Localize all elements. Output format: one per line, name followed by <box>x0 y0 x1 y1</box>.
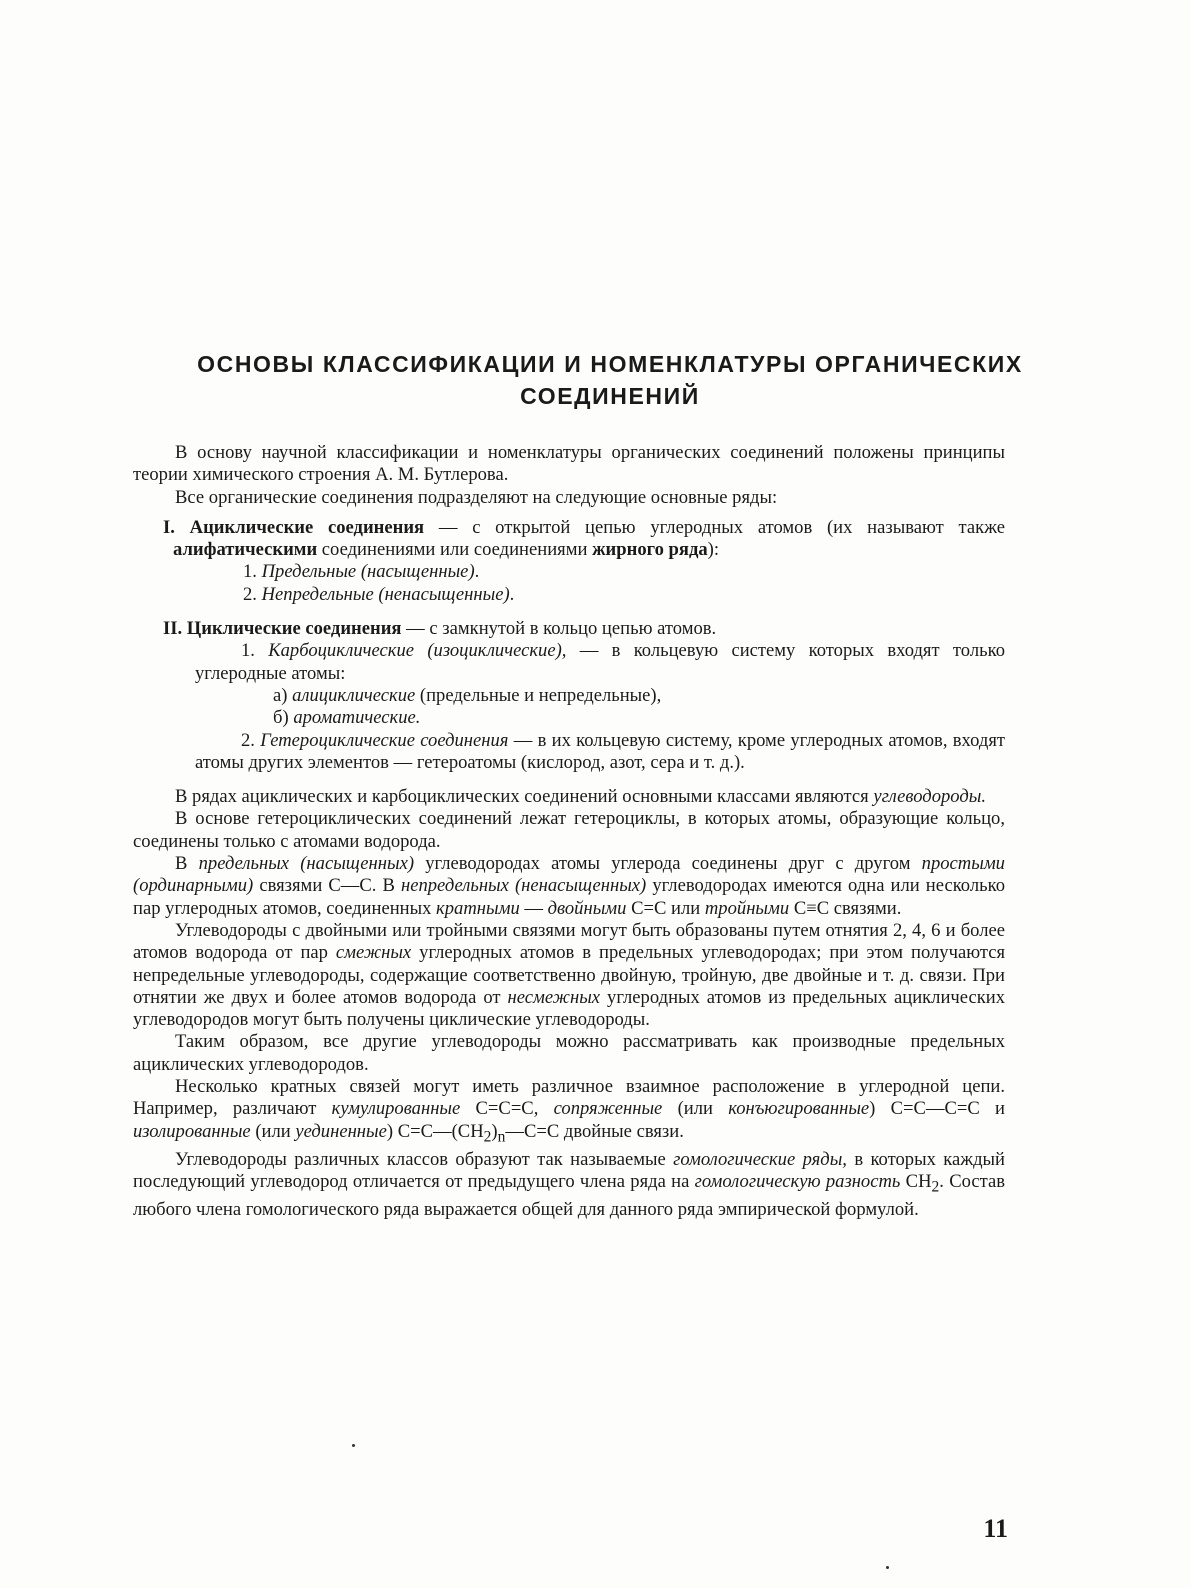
paragraph-7 <box>133 1149 1005 1222</box>
section-1-term: Ациклические соединения <box>189 516 425 538</box>
section-2-subitem-b <box>133 707 1005 729</box>
paragraph-3-text-7: С≡С связями. <box>789 897 902 919</box>
scan-speck <box>886 1566 889 1569</box>
paragraph-6-text-1: Несколько кратных связей могут иметь различное взаимное расположение в углеродной цепи. Например, различают <box>133 1076 1005 1120</box>
section-2-item-1-term: Карбоциклические (изоциклические), <box>268 640 567 662</box>
page-title <box>130 348 1090 412</box>
paragraph-5-text: Таким образом, все другие углеводороды можно рассматривать как производные предельных ациклических углеводородов. <box>133 1031 1005 1075</box>
paragraph-3-term-4: кратными <box>436 897 520 919</box>
paragraph-6-term-3: конъюгированные <box>728 1098 870 1120</box>
paragraph-6-term-4: изолированные <box>133 1120 251 1142</box>
paragraph-3-text-6: С=С или <box>626 897 705 919</box>
section-2-term: Циклические соединения <box>186 618 402 640</box>
section-2-item-2-term: Гетероциклические соединения <box>260 729 509 751</box>
paragraph-2-text: В основе гетероциклических соединений лежат гетероциклы, в которых атомы, образующие кольцо, соединены только с атомами водорода. <box>133 808 1005 852</box>
intro-paragraph-1 <box>133 442 1005 487</box>
paragraph-6-text-2: С=С=С, <box>460 1098 554 1120</box>
paragraph-4 <box>133 920 1005 1031</box>
paragraph-7-term-1: гомологические ряды, <box>673 1148 847 1170</box>
subitem-b-term: ароматические. <box>293 707 421 729</box>
paragraph-2 <box>133 808 1005 853</box>
paragraph-6 <box>133 1076 1005 1149</box>
section-1-text-1: — с открытой цепью углеродных атомов (их называют также <box>424 516 1006 538</box>
paragraph-6-text-6: ) С=С—(СН <box>386 1120 484 1142</box>
section-1-item-2-number: 2. <box>243 583 257 605</box>
paragraph-6-term-2: сопряженные <box>553 1098 663 1120</box>
section-2-item-2-text: — в их кольцевую систему, кроме углеродных атомов, входят атомы других элементов — гетероатомы (кислород, азот, сера и т. д.). <box>195 729 1005 773</box>
section-1-item-1-number: 1. <box>243 561 257 583</box>
paragraph-6-text-5: (или <box>250 1120 296 1142</box>
scan-speck <box>352 1444 355 1447</box>
paragraph-7-subscript-1: 2 <box>931 1178 940 1196</box>
paragraph-6-subscript-2: n <box>497 1128 506 1146</box>
paragraph-6-term-5: уединенные <box>295 1120 387 1142</box>
subitem-a-label: а) <box>273 684 288 706</box>
paragraph-1-text: В рядах ациклических и карбоциклических соединений основными классами являются <box>175 786 874 808</box>
paragraph-1 <box>133 786 1005 808</box>
section-1-item-2 <box>133 584 1005 606</box>
paragraph-6-text-4: ) С=С—С=С и <box>869 1098 1006 1120</box>
paragraph-3-term-2: простыми (ординарными) <box>133 853 1005 897</box>
paragraph-3-term-3: непредельных (ненасыщенных) <box>400 875 647 897</box>
paragraph-4-term-2: несмежных <box>507 986 601 1008</box>
paragraph-1-term: углеводороды. <box>873 786 987 808</box>
paragraph-3-term-1: предельных (насыщенных) <box>198 853 415 875</box>
paragraph-6-subscript-1: 2 <box>483 1128 492 1146</box>
section-2-item-2 <box>133 730 1005 775</box>
paragraph-3-text-1: В <box>175 853 199 875</box>
section-2-subitem-a <box>133 685 1005 707</box>
paragraph-7-text-1: Углеводороды различных классов образуют так называемые <box>175 1148 674 1170</box>
section-1-item-1 <box>133 561 1005 583</box>
paragraph-6-text-3: (или <box>662 1098 729 1120</box>
section-2-item-1-number: 1. <box>241 640 255 662</box>
section-1-item-1-end: . <box>474 561 480 583</box>
paragraph-7-text-3: СН <box>900 1170 932 1192</box>
section-1-item-2-term: Непредельные (ненасыщенные) <box>261 583 510 605</box>
paragraph-3-text-2: углеводородах атомы углерода соединены друг с другом <box>414 853 922 875</box>
paragraph-3-text-4: углеводородах имеются одна или несколько пар углеродных атомов, соединенных <box>133 875 1005 919</box>
paragraph-3-term-5: двойными <box>547 897 627 919</box>
paragraph-7-text-4: . Состав любого члена гомологического ряда выражается общей для данного ряда эмпирической формулой. <box>133 1170 1005 1220</box>
paragraph-3-text-3: связями С—С. В <box>253 875 401 897</box>
paragraph-5 <box>133 1031 1005 1076</box>
section-1-heading <box>133 517 1005 562</box>
paragraph-4-text-3: углеродных атомов из предельных ациклических углеводородов могут быть получены циклические углеводороды. <box>133 986 1006 1031</box>
section-1-text-2: соединениями или соединениями <box>317 539 593 561</box>
section-2-number: II. <box>163 618 183 640</box>
section-1-term-3: жирного ряда <box>592 539 708 561</box>
section-2-item-1 <box>133 640 1005 685</box>
paragraph-4-term-1: смежных <box>335 942 412 964</box>
page-number: 11 <box>983 1514 1008 1543</box>
paragraph-3 <box>133 853 1005 920</box>
section-2-item-1-text: — в кольцевую систему которых входят только углеродные атомы: <box>195 640 1005 684</box>
body-text <box>133 442 1005 1221</box>
paragraph-3-text-5: — <box>519 897 548 919</box>
section-1-item-1-term: Предельные (насыщенные) <box>261 561 475 583</box>
paragraph-7-term-2: гомологическую разность <box>694 1170 901 1192</box>
intro-text-1: В основу научной классификации и номенклатуры органических соединений положены принципы теории химического строения А. М. Бутлерова. <box>133 442 1005 486</box>
intro-text-2: Все органические соединения подразделяют на следующие основные ряды: <box>175 486 778 508</box>
paragraph-4-text-2: углеродных атомов в предельных углеводородах; при этом получаются непредельные углеводороды, содержащие соответственно двойную, тройную, две двойные и т. д. связи. При отнятии же двух и более атомов водорода от <box>133 942 1005 1008</box>
section-1-term-2: алифатическими <box>173 539 318 561</box>
section-1-item-2-end: . <box>509 583 515 605</box>
paragraph-6-text-8: —С=С двойные связи. <box>505 1120 684 1142</box>
subitem-a-text: (предельные и непредельные), <box>415 684 662 706</box>
section-2-item-2-number: 2. <box>241 729 255 751</box>
subitem-a-term: алициклические <box>292 684 416 706</box>
section-1-text-3: ): <box>707 539 720 561</box>
paragraph-6-text-7: ) <box>491 1120 498 1142</box>
paragraph-4-text-1: Углеводороды с двойными или тройными связями могут быть образованы путем отнятия 2, 4, 6 и более атомов водорода от пар <box>133 919 1005 964</box>
title-line-1: ОСНОВЫ КЛАССИФИКАЦИИ И НОМЕНКЛАТУРЫ ОРГАНИЧЕСКИХ <box>197 351 1023 377</box>
paragraph-7-text-2: в которых каждый последующий углеводород отличается от предыдущего члена ряда на <box>133 1148 1006 1192</box>
paragraph-3-term-6: тройными <box>704 897 790 919</box>
section-2-text-1: — с замкнутой в кольцо цепью атомов. <box>401 618 717 640</box>
title-line-2: СОЕДИНЕНИЙ <box>520 383 700 409</box>
section-1-number: I. <box>163 516 175 538</box>
intro-paragraph-2 <box>133 487 1005 509</box>
subitem-b-label: б) <box>273 707 289 729</box>
section-2-heading <box>133 618 1005 640</box>
paragraph-6-term-1: кумулированные <box>331 1098 461 1120</box>
